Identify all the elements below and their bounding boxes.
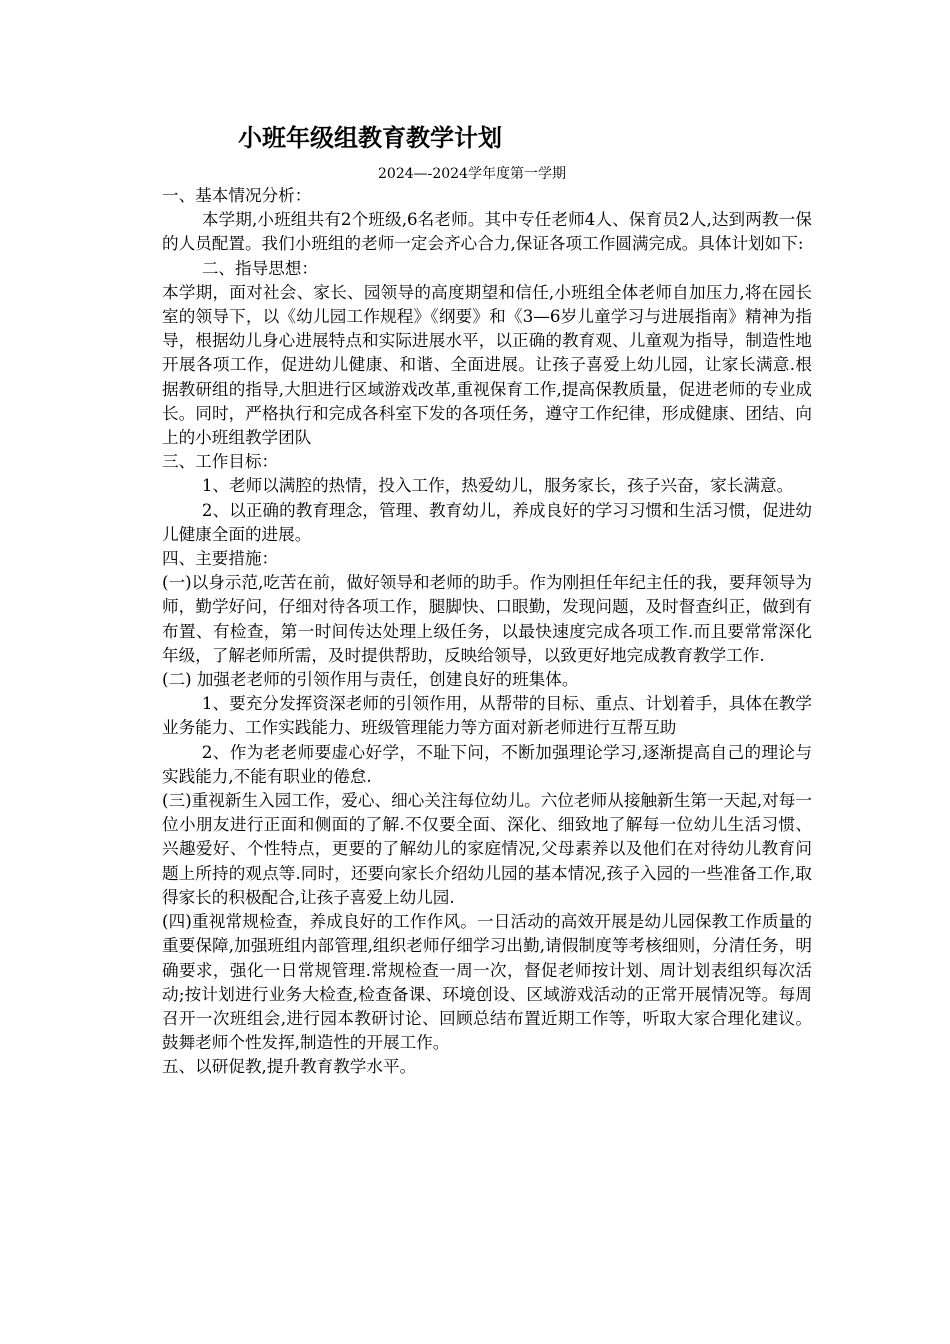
paragraph: 2、以正确的教育理念，管理、教育幼儿，养成良好的学习习惯和生活习惯，促进幼儿健康全面的进展。 xyxy=(162,500,812,544)
paragraph: 本学期,小班组共有2个班级,6名老师。其中专任老师4人、保育员2人,达到两教一保的人员配置。我们小班组的老师一定会齐心合力,保证各项工作圆满完成。具体计划如下: xyxy=(162,210,812,254)
paragraph: 1、要充分发挥资深老师的引领作用，从帮带的目标、重点、计划着手，具体在教学业务能力、工作实践能力、班级管理能力等方面对新老师进行互帮互助 xyxy=(162,694,812,738)
document-body xyxy=(162,184,812,1080)
paragraph: 2、作为老老师要虚心好学，不耻下问，不断加强理论学习,逐渐提高自己的理论与实践能力,不能有职业的倦怠. xyxy=(162,742,812,786)
paragraph: (三)重视新生入园工作，爱心、细心关注每位幼儿。六位老师从接触新生第一天起,对每一位小朋友进行正面和侧面的了解.不仅要全面、深化、细致地了解每一位幼儿生活习惯、兴趣爱好、个性特点，更要的了解幼儿的家庭情况,父母素养以及他们在对待幼儿教育问题上所持的观点等.同时，还要向家长介绍幼儿园的基本情况,孩子入园的一些准备工作,取得家长的积极配合,让孩子喜爱上幼儿园. xyxy=(162,791,812,907)
paragraph: (二) 加强老老师的引领作用与责任，创建良好的班集体。 xyxy=(162,670,579,690)
paragraph: (一)以身示范,吃苦在前，做好领导和老师的助手。作为刚担任年纪主任的我，要拜领导为师，勤学好问，仔细对待各项工作，腿脚快、口眼勤，发现问题，及时督查纠正，做到有布置、有检查，第一时间传达处理上级任务，以最快速度完成各项工作.而且要常常深化年级，了解老师所需，及时提供帮助，反映给领导，以致更好地完成教育教学工作. xyxy=(162,573,812,665)
paragraph: 四、主要措施： xyxy=(162,549,279,569)
paragraph: 本学期，面对社会、家长、园领导的高度期望和信任,小班组全体老师自加压力,将在园长室的领导下，以《幼儿园工作规程》《纲要》和《3—6岁儿童学习与进展指南》精神为指导，根据幼儿身心进展特点和实际进展水平，以正确的教育观、儿童观为指导，制造性地开展各项工作，促进幼儿健康、和谐、全面进展。让孩子喜爱上幼儿园，让家长满意.根据教研组的指导,大胆进行区域游戏改革,重视保育工作,提高保教质量，促进老师的专业成长。同时，严格执行和完成各科室下发的各项任务，遵守工作纪律，形成健康、团结、向上的小班组教学团队 xyxy=(162,282,812,448)
paragraph: 一、基本情况分析： xyxy=(162,186,312,205)
document-title: 小班年级组教育教学计划 xyxy=(238,124,502,152)
paragraph: 1、老师以满腔的热情，投入工作，热爱幼儿，服务家长，孩子兴奋，家长满意。 xyxy=(201,476,794,496)
paragraph: (四)重视常规检查，养成良好的工作作风。一日活动的高效开展是幼儿园保教工作质量的重要保障,加强班组内部管理,组织老师仔细学习出勤,请假制度等考核细则，分清任务，明确要求，强化一日常规管理.常规检查一周一次，督促老师按计划、周计划表组织每次活动;按计划进行业务大检查,检查备课、环境创设、区域游戏活动的正常开展情况等。每周召开一次班组会,进行园本教研讨论、回顾总结布置近期工作等，听取大家合理化建议。鼓舞老师个性发挥,制造性的开展工作。 xyxy=(162,912,812,1053)
paragraph: 二、指导思想： xyxy=(201,258,318,278)
paragraph: 五、以研促教,提升教育教学水平。 xyxy=(162,1057,417,1077)
document-subtitle: 2024—-2024学年度第一学期 xyxy=(378,166,566,182)
paragraph: 三、工作目标： xyxy=(162,452,279,472)
